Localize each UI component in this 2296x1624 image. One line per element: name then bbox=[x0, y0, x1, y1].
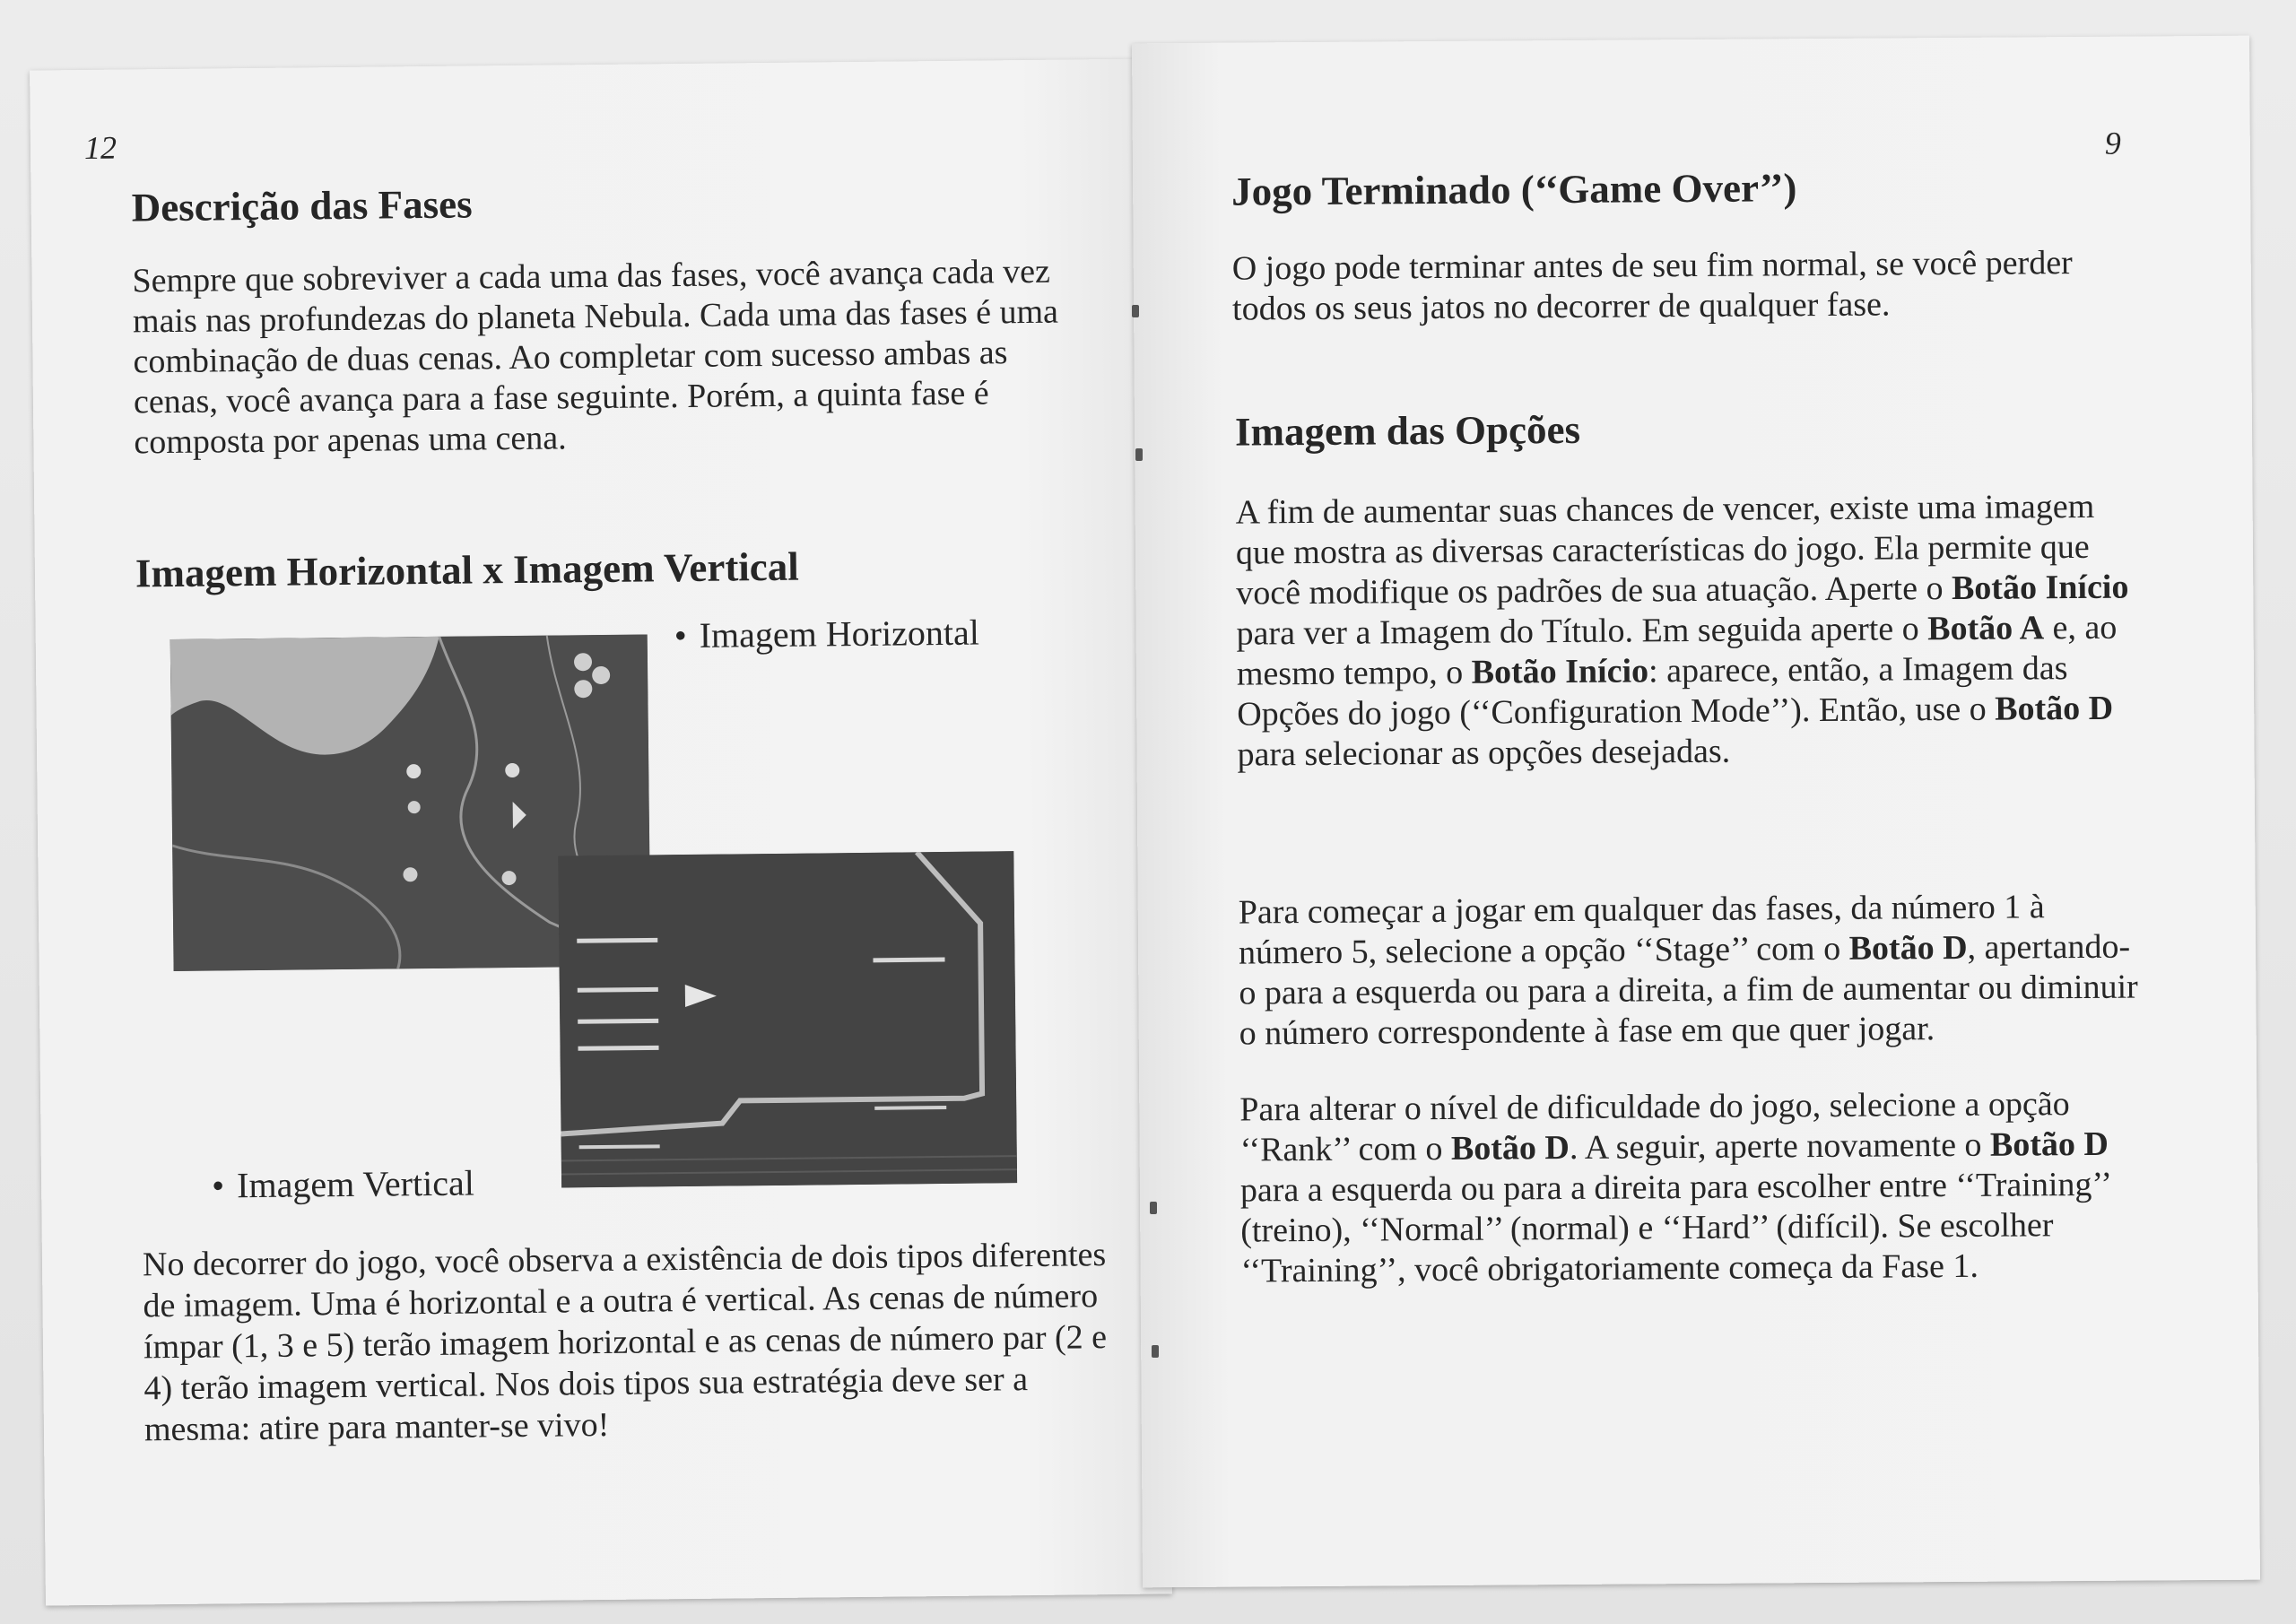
caption-vertical bbox=[212, 1162, 474, 1207]
text-run: para selecionar as opções desejadas. bbox=[1237, 732, 1731, 774]
staple bbox=[1132, 305, 1139, 317]
section-heading: Imagem Horizontal x Imagem Vertical bbox=[135, 543, 800, 596]
text-run: , apertando-o para a esquerda ou para a direita, a fim de aumentar ou diminuir o número correspondente à fase em que quer jogar. bbox=[1239, 927, 2138, 1053]
section-heading: Jogo Terminado (‘‘Game Over’’) bbox=[1231, 165, 1797, 214]
button-name: Botão D bbox=[1989, 1125, 2109, 1164]
staple bbox=[1152, 1345, 1159, 1358]
page-number: 9 bbox=[2104, 125, 2121, 161]
button-name: Botão Início bbox=[1471, 652, 1649, 691]
caption-text: Imagem Vertical bbox=[236, 1162, 475, 1206]
text-run: e, ao mesmo tempo, o bbox=[1236, 608, 2118, 693]
text-run: para ver a Imagem do Título. Em seguida aperte o bbox=[1236, 610, 1928, 653]
staple bbox=[1150, 1202, 1157, 1214]
button-name: Botão A bbox=[1927, 609, 2045, 648]
paragraph: Sempre que sobreviver a cada uma das fases, você avança cada vez mais nas profundezas do planeta Nebula. Cada uma das fases é uma combinação de duas cenas. Ao completar com sucesso ambas as cenas, você avança para a fase seguinte. Porém, a quinta fase é composta por apenas uma cena. bbox=[132, 252, 1059, 462]
button-name: Botão D bbox=[1450, 1128, 1570, 1168]
section-heading: Imagem das Opções bbox=[1234, 406, 1581, 455]
staple bbox=[1135, 448, 1143, 461]
button-name: Botão Início bbox=[1951, 568, 2129, 608]
text-run: . A seguir, aperte novamente o bbox=[1569, 1125, 1991, 1167]
paragraph: O jogo pode terminar antes de seu fim normal, se você perder todos os seus jatos no decorrer de qualquer fase. bbox=[1231, 244, 2073, 328]
paragraph: No decorrer do jogo, você observa a existência de dois tipos diferentes de imagem. Uma é horizontal e a outra é vertical. As cenas de número ímpar (1, 3 e 5) terão imagem horizontal e as cenas de número par (2 e 4) terão imagem vertical. Nos dois tipos sua estratégia deve ser a mesma: atire para manter-se vivo! bbox=[142, 1236, 1108, 1449]
text-run: : aparece, então, a Imagem das Opções do jogo (‘‘Configuration Mode’’). Então, use o bbox=[1237, 649, 2068, 734]
button-name: Botão D bbox=[1848, 928, 1968, 968]
right-page bbox=[1132, 36, 2260, 1588]
paragraph bbox=[1239, 1084, 2147, 1292]
vertical-screenshot bbox=[558, 851, 1017, 1187]
text-run: para a esquerda ou para a direita para escolher entre ‘‘Training’’ (treino), ‘‘Normal’’ (normal) e ‘‘Hard’’ (difícil). Se escolher ‘‘Training’’, você obrigatoriamente começa da Fase 1. bbox=[1239, 1165, 2110, 1290]
bullet-dot: • bbox=[211, 1165, 225, 1206]
button-name: Botão D bbox=[1995, 689, 2114, 728]
paragraph bbox=[1239, 887, 2145, 1055]
text-run: Para alterar o nível de dificuldade do jogo, selecione a opção ‘‘Rank’’ com o bbox=[1239, 1085, 2070, 1169]
caption-horizontal bbox=[674, 612, 979, 657]
page-number: 12 bbox=[83, 129, 117, 166]
left-page bbox=[30, 58, 1172, 1605]
text-run: Para começar a jogar em qualquer das fases, da número 1 à número 5, selecione a opção ‘‘Stage’’ com o bbox=[1238, 888, 2045, 972]
section-heading: Descrição das Fases bbox=[131, 181, 473, 230]
text-run: A fim de aumentar suas chances de vencer, existe uma imagem que mostra as diversas características do jogo. Ela permite que você modifique os padrões de sua atuação. Aperte o bbox=[1235, 487, 2095, 612]
game-tunnel-image bbox=[558, 851, 1017, 1187]
caption-text: Imagem Horizontal bbox=[699, 612, 980, 656]
bullet-dot: • bbox=[674, 614, 687, 656]
paragraph bbox=[1236, 487, 2144, 776]
